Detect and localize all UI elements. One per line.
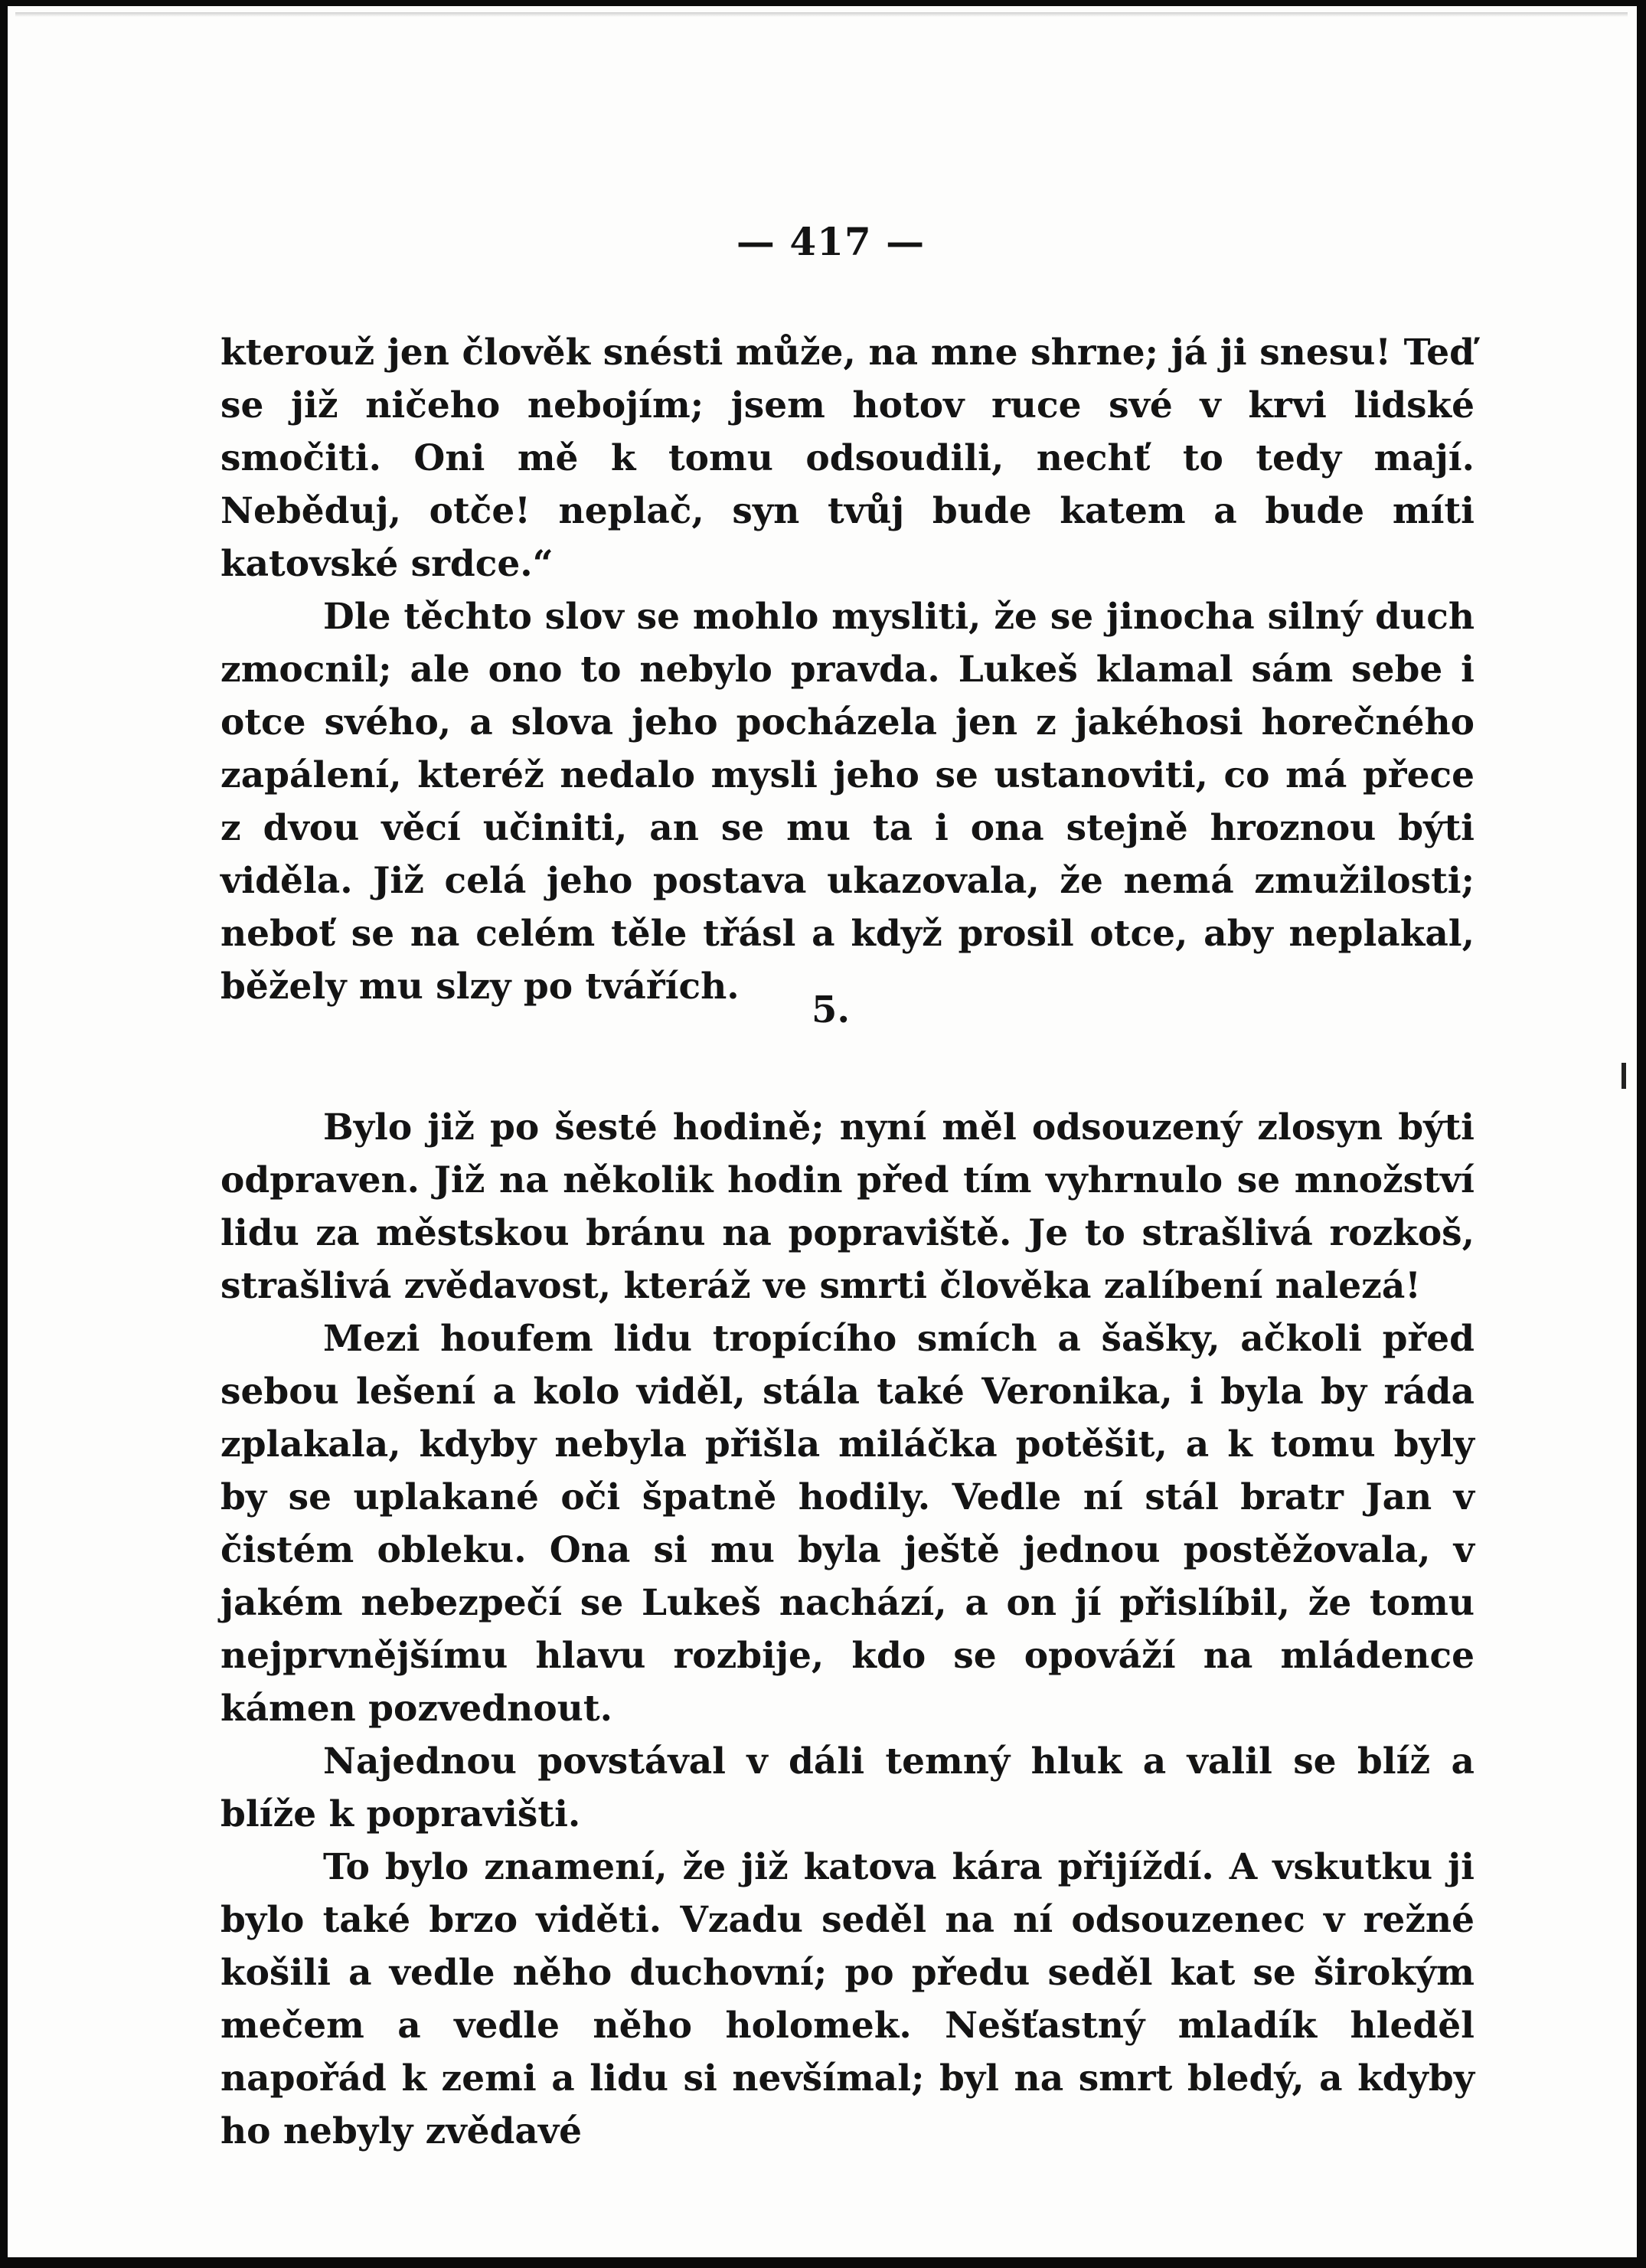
paragraph: kterouž jen člověk snésti může, na mne shrne; já ji snesu! Teď se již ničeho nebojím; jsem hotov ruce své v krvi lidské smočiti. Oni mě k tomu odsoudili, nechť to tedy mají. Neběduj, otče! neplač, syn tvůj bude katem a bude míti katovské srdce.“ [220,332,1475,585]
paragraph: Bylo již po šesté hodině; nyní měl odsouzený zlosyn býti odpraven. Již na několik hodin před tím vyhrnulo se množství lidu za městskou bránu na popraviště. Je to strašlivá rozkoš, strašlivá zvědavost, kteráž ve smrti člověka zalíbení nalezá! [220,1106,1475,1307]
text-section-before-chapter [220,326,1475,1013]
paragraph: Najednou povstával v dáli temný hluk a valil se blíž a blíže k popravišti. [220,1740,1475,1835]
scan-edge [15,12,1628,17]
paragraph: Dle těchto slov se mohlo mysliti, že se jinocha silný duch zmocnil; ale ono to nebylo pravda. Lukeš klamal sám sebe i otce svého, a slova jeho pocházela jen z jakéhosi horečného zapálení, kteréž nedalo mysli jeho se ustanoviti, co má přece z dvou věcí učiniti, an se mu ta i ona stejně hroznou býti viděla. Již celá jeho postava ukazovala, že nemá zmužilosti; neboť se na celém těle třásl a když prosil otce, aby neplakal, běžely mu slzy po tvářích. [220,596,1475,1008]
chapter-number: 5. [811,989,851,1031]
margin-mark [1622,1063,1626,1089]
text-section-chapter-5 [220,1101,1475,2158]
paragraph: To bylo znamení, že již katova kára přijíždí. A vskutku ji bylo také brzo viděti. Vzadu seděl na ní odsouzenec v režné košili a vedle něho duchovní; po předu seděl kat se širokým mečem a vedle něho holomek. Nešťastný mladík hleděl napořád k zemi a lidu si nevšímal; byl na smrt bledý, a kdyby ho nebyly zvědavé [220,1846,1475,2152]
paragraph: Mezi houfem lidu tropícího smích a šašky, ačkoli před sebou lešení a kolo viděl, stála také Veronika, i byla by ráda zplakala, kdyby nebyla přišla miláčka potěšit, a k tomu byly by se uplakané oči špatně hodily. Vedle ní stál bratr Jan v čistém obleku. Ona si mu byla ještě jednou postěžovala, v jakém nebezpečí se Lukeš nachází, a on jí přislíbil, že tomu nejprvnějšímu hlavu rozbije, kdo se opováží na mládence kámen pozvednout. [220,1318,1475,1730]
page-number: — 417 — [736,219,926,264]
